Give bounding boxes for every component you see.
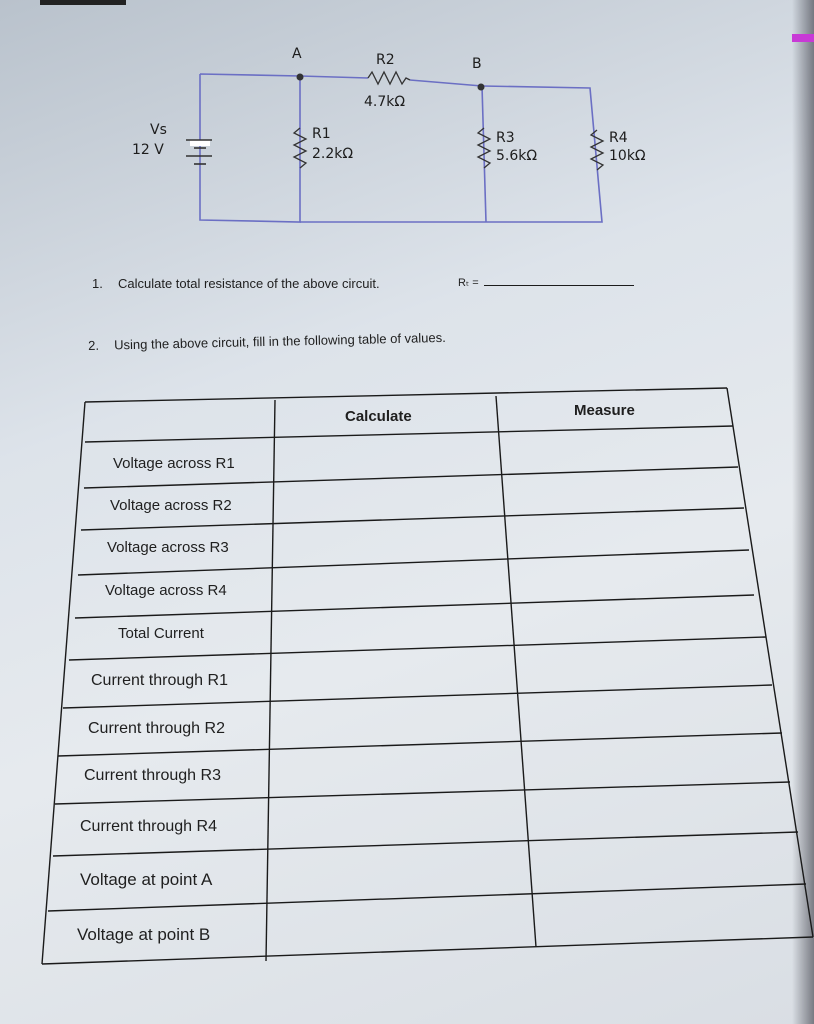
table-row-label: Voltage across R2 [110, 497, 232, 514]
table-cell-measure[interactable] [510, 862, 725, 896]
node-b-label: B [472, 56, 482, 72]
question-2-text: Using the above circuit, fill in the following table of values. [113, 329, 446, 353]
table-row-line [85, 426, 733, 442]
table-cell-measure[interactable] [510, 531, 725, 565]
table-row-label: Total Current [118, 625, 204, 642]
table-cell-measure[interactable] [510, 617, 725, 651]
r1-value-label: 2.2kΩ [312, 146, 354, 162]
table-cell-measure[interactable] [510, 447, 725, 481]
table-cell-calculate[interactable] [285, 917, 485, 951]
r3-value-label: 5.6kΩ [496, 148, 538, 164]
question-2-number: 2. [88, 337, 100, 353]
table-cell-calculate[interactable] [285, 617, 485, 651]
table-cell-measure[interactable] [510, 489, 725, 523]
table-cell-measure[interactable] [510, 712, 725, 746]
table-row-line [85, 388, 727, 402]
table-cell-calculate[interactable] [285, 531, 485, 565]
table-cell-measure[interactable] [510, 759, 725, 793]
table-row-label: Voltage across R3 [107, 539, 229, 556]
table-cell-measure[interactable] [510, 574, 725, 608]
r3-name-label: R3 [496, 130, 515, 146]
table-cell-measure[interactable] [510, 917, 725, 951]
question-1-number: 1. [92, 276, 103, 291]
vs-name-label: Vs [150, 122, 167, 138]
table-header-calculate: Calculate [345, 408, 412, 425]
node-a-label: A [292, 46, 302, 62]
r1-name-label: R1 [312, 126, 331, 142]
table-cell-calculate[interactable] [285, 664, 485, 698]
r4-name-label: R4 [609, 130, 628, 146]
table-cell-calculate[interactable] [285, 862, 485, 896]
table-column-line [266, 400, 275, 961]
table-row-label: Voltage at point A [80, 870, 213, 889]
table-cell-calculate[interactable] [285, 759, 485, 793]
table-column-line [42, 402, 85, 964]
table-header-measure: Measure [574, 402, 635, 419]
table-cell-calculate[interactable] [285, 447, 485, 481]
table-row-label: Current through R1 [91, 672, 228, 689]
table-cell-calculate[interactable] [285, 712, 485, 746]
question-1-text: Calculate total resistance of the above circuit. [118, 276, 380, 291]
table-cell-calculate[interactable] [285, 574, 485, 608]
table-cell-calculate[interactable] [285, 489, 485, 523]
table-row-label: Voltage at point B [77, 925, 211, 944]
table-row-label: Current through R3 [84, 767, 221, 784]
table-row-label: Voltage across R1 [113, 455, 235, 472]
table-row-label: Current through R2 [88, 720, 225, 737]
r2-value-label: 4.7kΩ [364, 94, 406, 110]
r2-name-label: R2 [376, 52, 395, 68]
table-cell-measure[interactable] [510, 810, 725, 844]
vs-value-label: 12 V [132, 142, 164, 158]
table-row-label: Voltage across R4 [105, 582, 227, 599]
table-column-line [727, 388, 813, 937]
rt-answer-label: Rₜ = [458, 277, 479, 289]
table-cell-measure[interactable] [510, 664, 725, 698]
table-cell-calculate[interactable] [285, 810, 485, 844]
r4-value-label: 10kΩ [609, 148, 646, 164]
table-row-label: Current through R4 [80, 818, 217, 835]
